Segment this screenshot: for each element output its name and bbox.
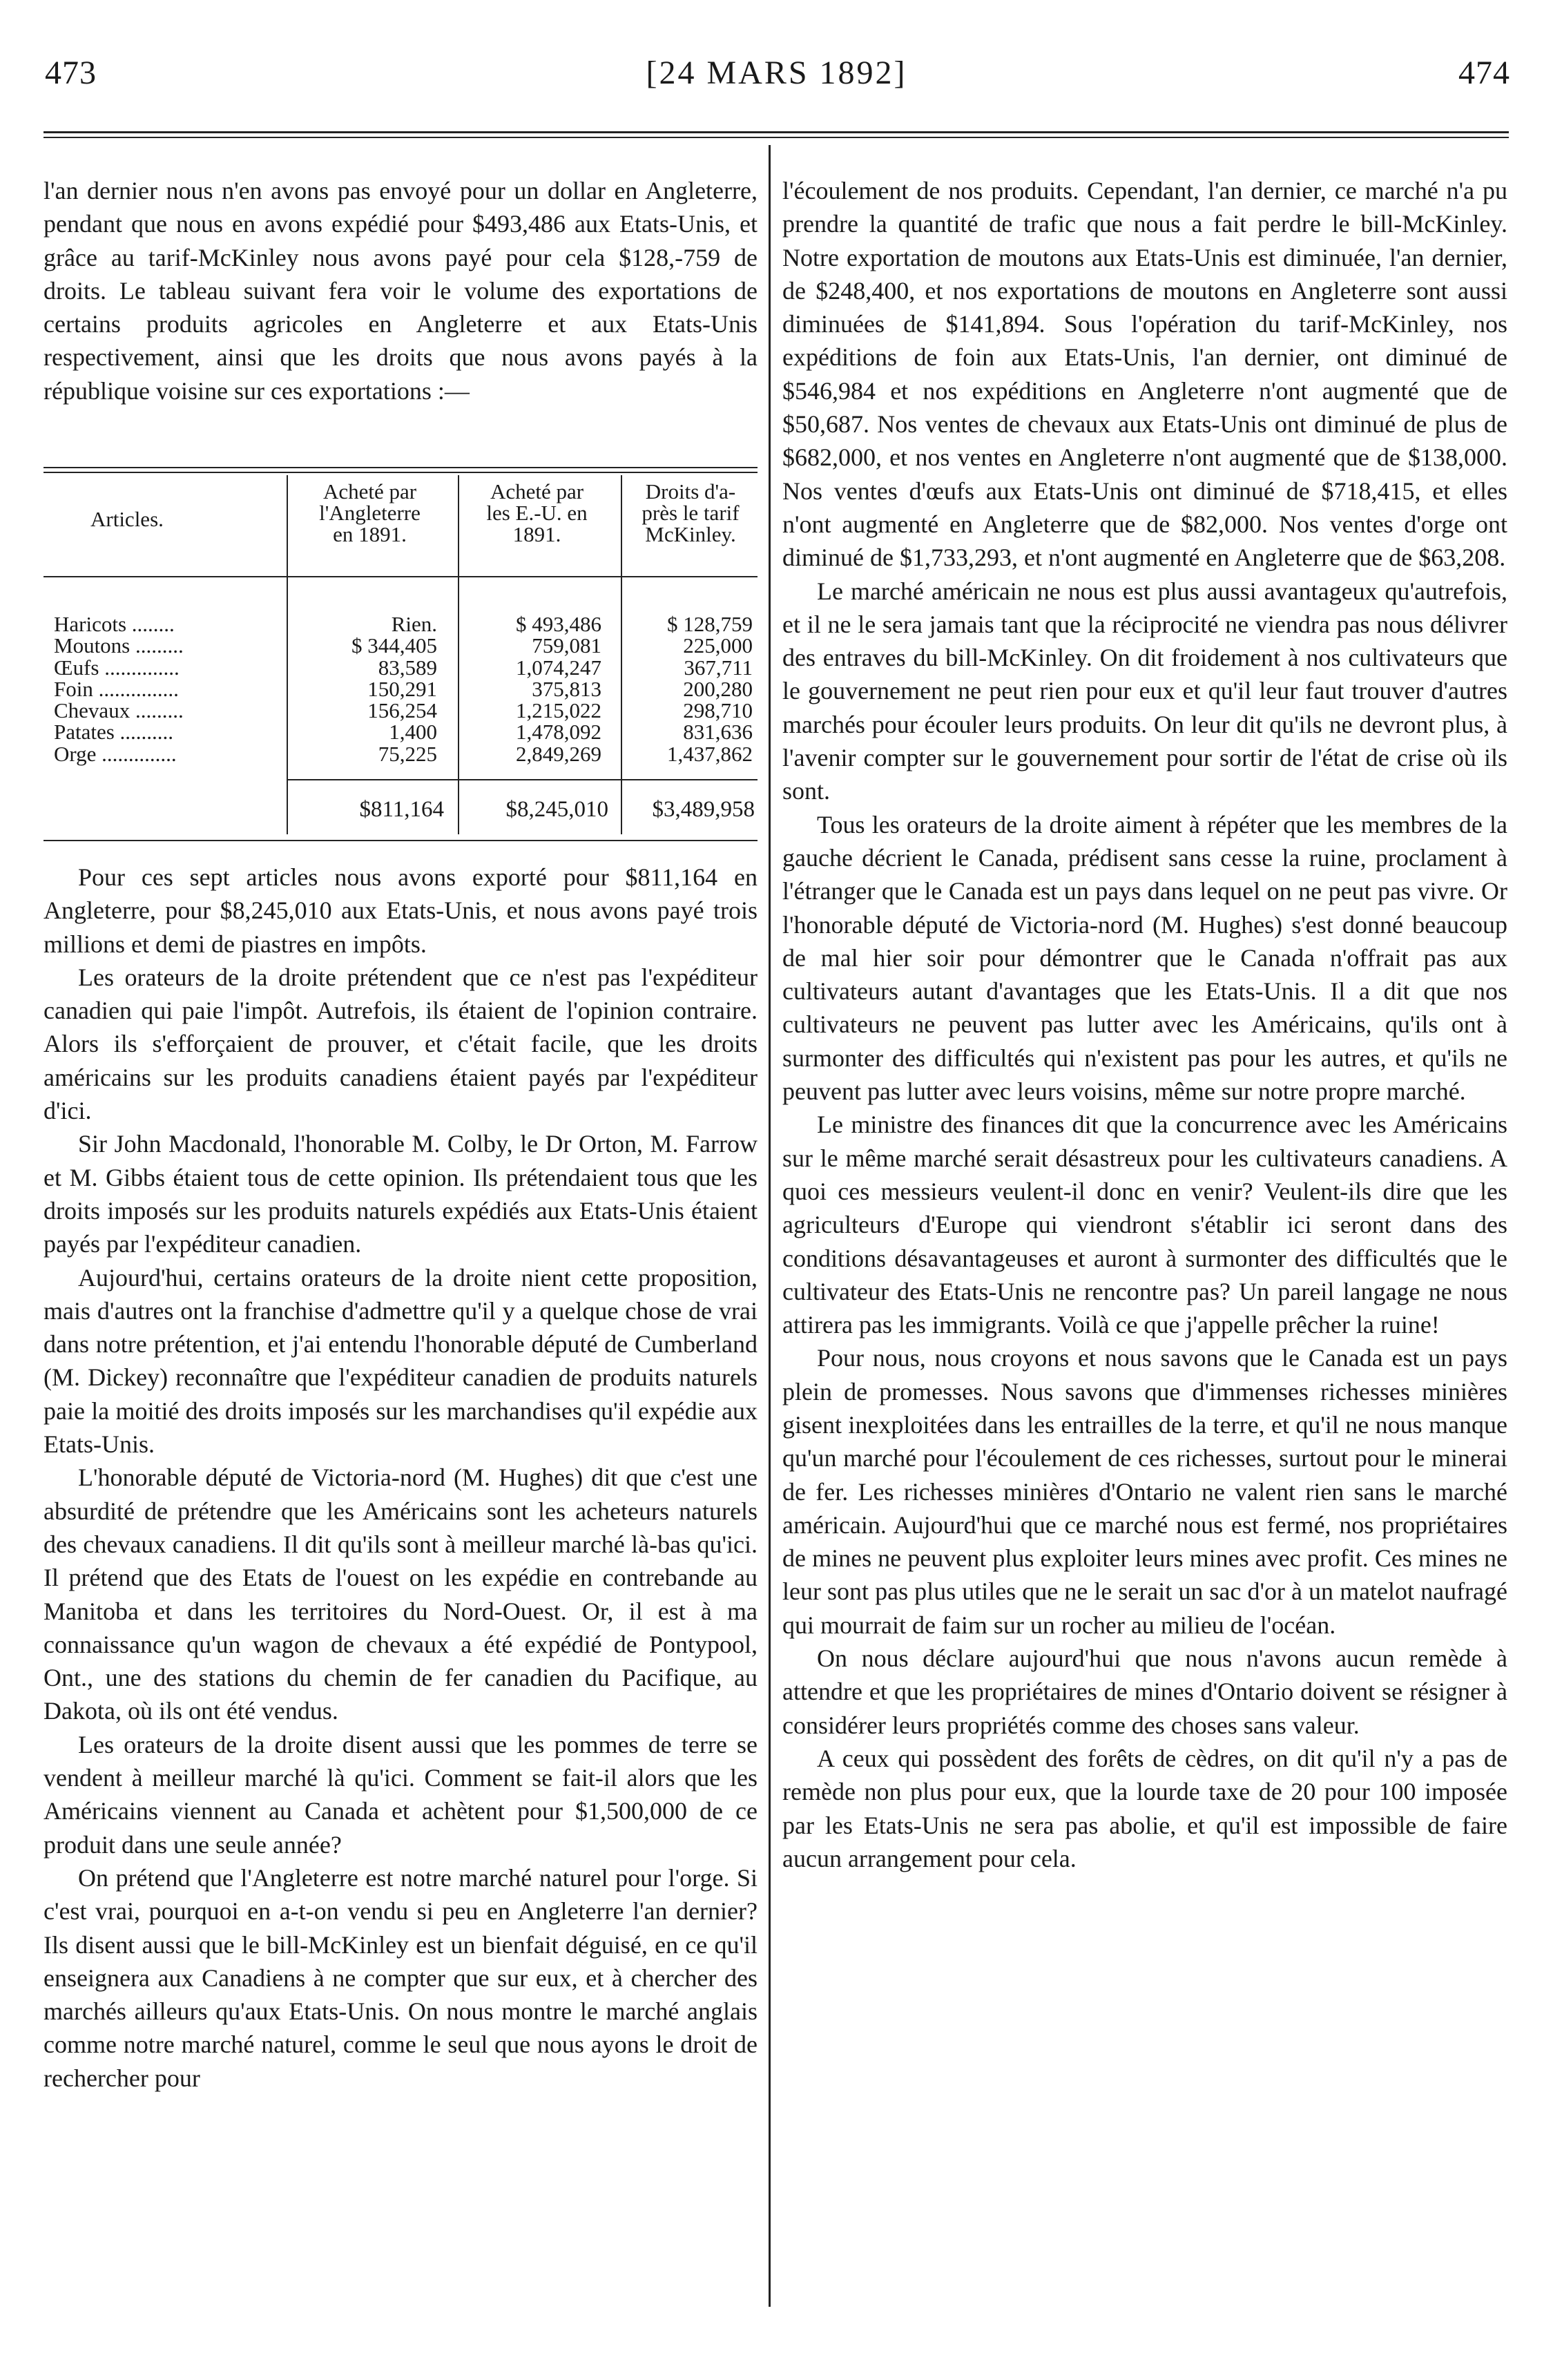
table-cell-article: Orge .............. xyxy=(54,741,177,766)
table-cell-value: 759,081 xyxy=(532,633,601,658)
right-column xyxy=(782,174,1507,1875)
left-column xyxy=(44,174,758,407)
table-column-eu xyxy=(463,613,601,765)
paragraph: Le ministre des finances dit que la concurrence avec les Américains sur le même marché serait désastreux pour les cultivateurs canadiens. A quoi ces messieurs veulent-il donc en venir? Veulent-ils dire que les agriculteurs d'Europe qui viendront s'établir ici seront dans des conditions désavantageuses et auront à surmonter des difficultés que le cultivateur des Etats-Unis ne rencontre pas? Un pareil langage ne nous attirera pas les immigrants. Voilà ce que j'appelle prêcher la ruine! xyxy=(782,1111,1507,1339)
table-cell-value: $ 344,405 xyxy=(351,633,437,658)
page-number-left: 473 xyxy=(45,55,97,91)
table-cell-value: 150,291 xyxy=(367,676,437,701)
table-vrule-2 xyxy=(458,475,459,834)
header-line: l'Angleterre xyxy=(319,501,421,525)
table-cell-value: 225,000 xyxy=(683,633,753,658)
table-total-droits: $3,489,958 xyxy=(652,797,755,822)
paragraph: Pour ces sept articles nous avons exporté pour $811,164 en Angleterre, pour $8,245,010 aux Etats-Unis, et nous avons payé trois millions et demi de piastres en impôts. xyxy=(44,863,758,958)
header-line: les E.-U. en xyxy=(486,501,588,525)
table-totals-rule xyxy=(287,779,758,780)
header-rule-bottom xyxy=(44,137,1509,138)
table-cell-value: Rien. xyxy=(391,612,437,636)
table-cell-article: Œufs .............. xyxy=(54,655,180,680)
table-cell-value: 1,074,247 xyxy=(516,655,601,680)
table-cell-value: 367,711 xyxy=(684,655,753,680)
table-cell-value: 375,813 xyxy=(532,676,601,701)
table-total-angleterre: $811,164 xyxy=(359,797,444,822)
table-cell-value: $ 128,759 xyxy=(667,612,753,636)
table-cell-article: Moutons ......... xyxy=(54,633,184,658)
table-cell-value: 1,437,862 xyxy=(667,741,753,766)
table-cell-value: 2,849,269 xyxy=(516,741,601,766)
table-vrule-1 xyxy=(287,475,288,834)
paragraph: On prétend que l'Angleterre est notre marché naturel pour l'orge. Si c'est vrai, pourquoi en a-t-on vendu si peu en Angleterre l'an dernier? Ils disent aussi que le bill-McKinley est un bienfait déguisé, en ce qu'il enseignera aux Canadiens à ne compter que sur eux, et à chercher des marchés ailleurs qu'aux Etats-Unis. On nous montre le marché anglais comme notre marché naturel, comme le seul que nous ayons le droit de rechercher pour xyxy=(44,1863,758,2092)
left-intro-paragraph: l'an dernier nous n'en avons pas envoyé pour un dollar en Angleterre, pendant que nous en avons expédié pour $493,486 aux Etats-Unis, et grâce au tarif-McKinley nous avons payé pour cela $128,-759 de droits. Le tableau suivant fera voir le volume des exportations de certains produits agricoles en Angleterre et aux Etats-Unis respectivement, ainsi que les droits que nous avons payés à la république voisine sur ces exportations :— xyxy=(44,177,758,405)
table-cell-value: 1,215,022 xyxy=(516,698,601,723)
paragraph: L'honorable député de Victoria-nord (M. Hughes) dit que c'est une absurdité de prétendre que les Américains sont les acheteurs naturels des chevaux canadiens. Il dit qu'ils sont à meilleur marché là-bas qu'ici. Il prétend que des Etats de l'ouest on les expédie en contrebande au Manitoba et dans les territoires du Nord-Ouest. Or, il est à ma connaissance qu'un wagon de chevaux a été expédié de Pontypool, Ont., une des stations du chemin de fer canadien du Pacifique, au Dakota, où ils ont été vendus. xyxy=(44,1463,758,1725)
header-line: Droits d'a- xyxy=(645,479,736,503)
table-cell-value: 298,710 xyxy=(683,698,753,723)
paragraph: On nous déclare aujourd'hui que nous n'avons aucun remède à attendre et que les propriétaires de mines d'Ontario doivent se résigner à considérer leurs propriétés comme des choses sans valeur. xyxy=(782,1644,1507,1739)
header-line: 1891. xyxy=(512,522,561,546)
table-cell-value: 156,254 xyxy=(367,698,437,723)
table-cell-value: 1,400 xyxy=(389,720,437,745)
table-rule-top-2 xyxy=(44,472,758,473)
table-header-angleterre xyxy=(292,481,447,545)
table-header-eu xyxy=(463,481,611,545)
paragraph: Sir John Macdonald, l'honorable M. Colby, le Dr Orton, M. Farrow et M. Gibbs étaient tous de cette opinion. Ils prétendaient tous que les droits imposés sur les produits naturels expédiés aux Etats-Unis étaient payés par l'expéditeur canadien. xyxy=(44,1130,758,1258)
table-cell-value: $ 493,486 xyxy=(516,612,601,636)
table-rule-bottom xyxy=(44,840,758,841)
paragraph: l'écoulement de nos produits. Cependant, l'an dernier, ce marché n'a pu prendre la quantité de trafic que nous a fait perdre le bill-McKinley. Notre exportation de moutons aux Etats-Unis est diminuée, l'an dernier, de $248,400, et nos exportations de moutons en Angleterre sont aussi diminuées de $141,894. Sous l'opération du tarif-McKinley, nos expéditions de foin aux Etats-Unis, l'an dernier, ont diminué de $546,984 et nos expéditions en Angleterre n'ont augmenté que de $50,687. Nos ventes de chevaux aux Etats-Unis ont diminué de plus de $682,000, et nos ventes en Angleterre n'ont augmenté que de $138,000. Nos ventes d'œufs aux Etats-Unis ont diminué de $718,415, et elles n'ont augmenté en Angleterre que de $82,000. Nos ventes d'orge ont diminué de $1,733,293, et n'ont augmenté en Angleterre que de $63,208. xyxy=(782,177,1507,572)
table-cell-article: Foin ............... xyxy=(54,676,179,701)
header-line: Acheté par xyxy=(490,479,584,503)
exports-table xyxy=(44,467,758,843)
table-header-articles: Articles. xyxy=(90,507,164,531)
header-line: en 1891. xyxy=(333,522,407,546)
table-cell-value: 200,280 xyxy=(683,676,753,701)
paragraph: Tous les orateurs de la droite aiment à répéter que les membres de la gauche décrient le Canada, prédisent sans cesse la ruine, proclament à l'étranger que le Canada est un pays dans lequel on ne peut pas vivre. Or l'honorable député de Victoria-nord (M. Hughes) s'est donné beaucoup de mal hier soir pour démontrer que le Canada n'offrait pas aux cultivateurs autant d'avantages que les Etats-Unis. Il a dit que nos cultivateurs ne peuvent pas lutter avec les Américains, qu'ils ont à surmonter des difficultés qui n'existent pas pour les autres, et qu'ils ne peuvent pas lutter avec leurs voisins, même sur notre propre marché. xyxy=(782,810,1507,1106)
table-cell-value: 1,478,092 xyxy=(516,720,601,745)
table-cell-article: Chevaux ......... xyxy=(54,698,184,723)
table-header-rule xyxy=(44,576,758,577)
column-divider xyxy=(769,145,771,2307)
table-header-droits xyxy=(625,481,756,545)
header-line: près le tarif xyxy=(642,501,740,525)
page-number-right: 474 xyxy=(1458,55,1510,91)
table-cell-value: 831,636 xyxy=(683,720,753,745)
paragraph: Aujourd'hui, certains orateurs de la droite nient cette proposition, mais d'autres ont la franchise d'admettre qu'il y a quelque chose de vrai dans notre prétention, et j'ai entendu l'honorable député de Cumberland (M. Dickey) reconnaître que l'expéditeur canadien de produits naturels paie la moitié des droits imposés sur les marchandises qu'il expédie aux Etats-Unis. xyxy=(44,1263,758,1459)
table-article-names xyxy=(54,613,184,765)
table-cell-article: Haricots ........ xyxy=(54,612,175,636)
paragraph: A ceux qui possèdent des forêts de cèdres, on dit qu'il n'y a pas de remède non plus pour eux, que la lourde taxe de 20 pour 100 imposée par les Etats-Unis ne sera pas abolie, et qu'il est impossible de faire aucun arrangement pour cela. xyxy=(782,1744,1507,1872)
header-line: Acheté par xyxy=(322,479,417,503)
table-total-eu: $8,245,010 xyxy=(505,797,608,822)
paragraph: Les orateurs de la droite disent aussi que les pommes de terre se vendent à meilleur marché là qu'ici. Comment se fait-il alors que les Américains viennent au Canada et achètent pour $1,500,000 de ce produit dans une seule année? xyxy=(44,1730,758,1859)
header-rule-top xyxy=(44,131,1509,133)
table-column-angleterre xyxy=(292,613,437,765)
table-cell-value: 83,589 xyxy=(378,655,437,680)
table-cell-article: Patates .......... xyxy=(54,720,174,745)
paragraph: Pour nous, nous croyons et nous savons que le Canada est un pays plein de promesses. Nous savons que d'immenses richesses minières gisent inexploitées dans les entrailles de la terre, et qu'il ne nous manque qu'un marché pour l'écoulement de ces richesses, surtout pour le minerai de fer. Les richesses minières d'Ontario ne valent rien sans le marché américain. Aujourd'hui que ce marché nous est fermé, nos propriétaires de mines ne peuvent plus exploiter leurs mines avec profit. Ces mines ne leur sont pas plus utiles que ne le serait un sac d'or à un matelot naufragé qui mourrait de faim sur un rocher au milieu de l'océan. xyxy=(782,1344,1507,1639)
page-date-header: [24 MARS 1892] xyxy=(646,55,907,91)
table-rule-top xyxy=(44,467,758,468)
table-column-droits xyxy=(627,613,753,765)
table-vrule-3 xyxy=(621,475,622,834)
paragraph: Les orateurs de la droite prétendent que ce n'est pas l'expéditeur canadien qui paie l'impôt. Autrefois, ils étaient de l'opinion contraire. Alors ils s'efforçaient de prouver, et c'était facile, que les droits américains sur les produits canadiens étaient payés par l'expéditeur d'ici. xyxy=(44,963,758,1125)
header-line: McKinley. xyxy=(645,522,736,546)
table-cell-value: 75,225 xyxy=(378,741,437,766)
left-column-body xyxy=(44,861,758,2095)
paragraph: Le marché américain ne nous est plus aussi avantageux qu'autrefois, et il ne le sera jamais tant que la réciprocité ne viendra pas nous délivrer des entraves du bill-McKinley. On dit froidement à nos cultivateurs que le gouvernement ne peut rien pour eux et qu'il leur faut trouver d'autres marchés pour écouler leurs produits. On leur dit qu'ils ne devront plus, à l'avenir compter sur le gouvernement pour sortir de l'état de crise où ils sont. xyxy=(782,577,1507,805)
